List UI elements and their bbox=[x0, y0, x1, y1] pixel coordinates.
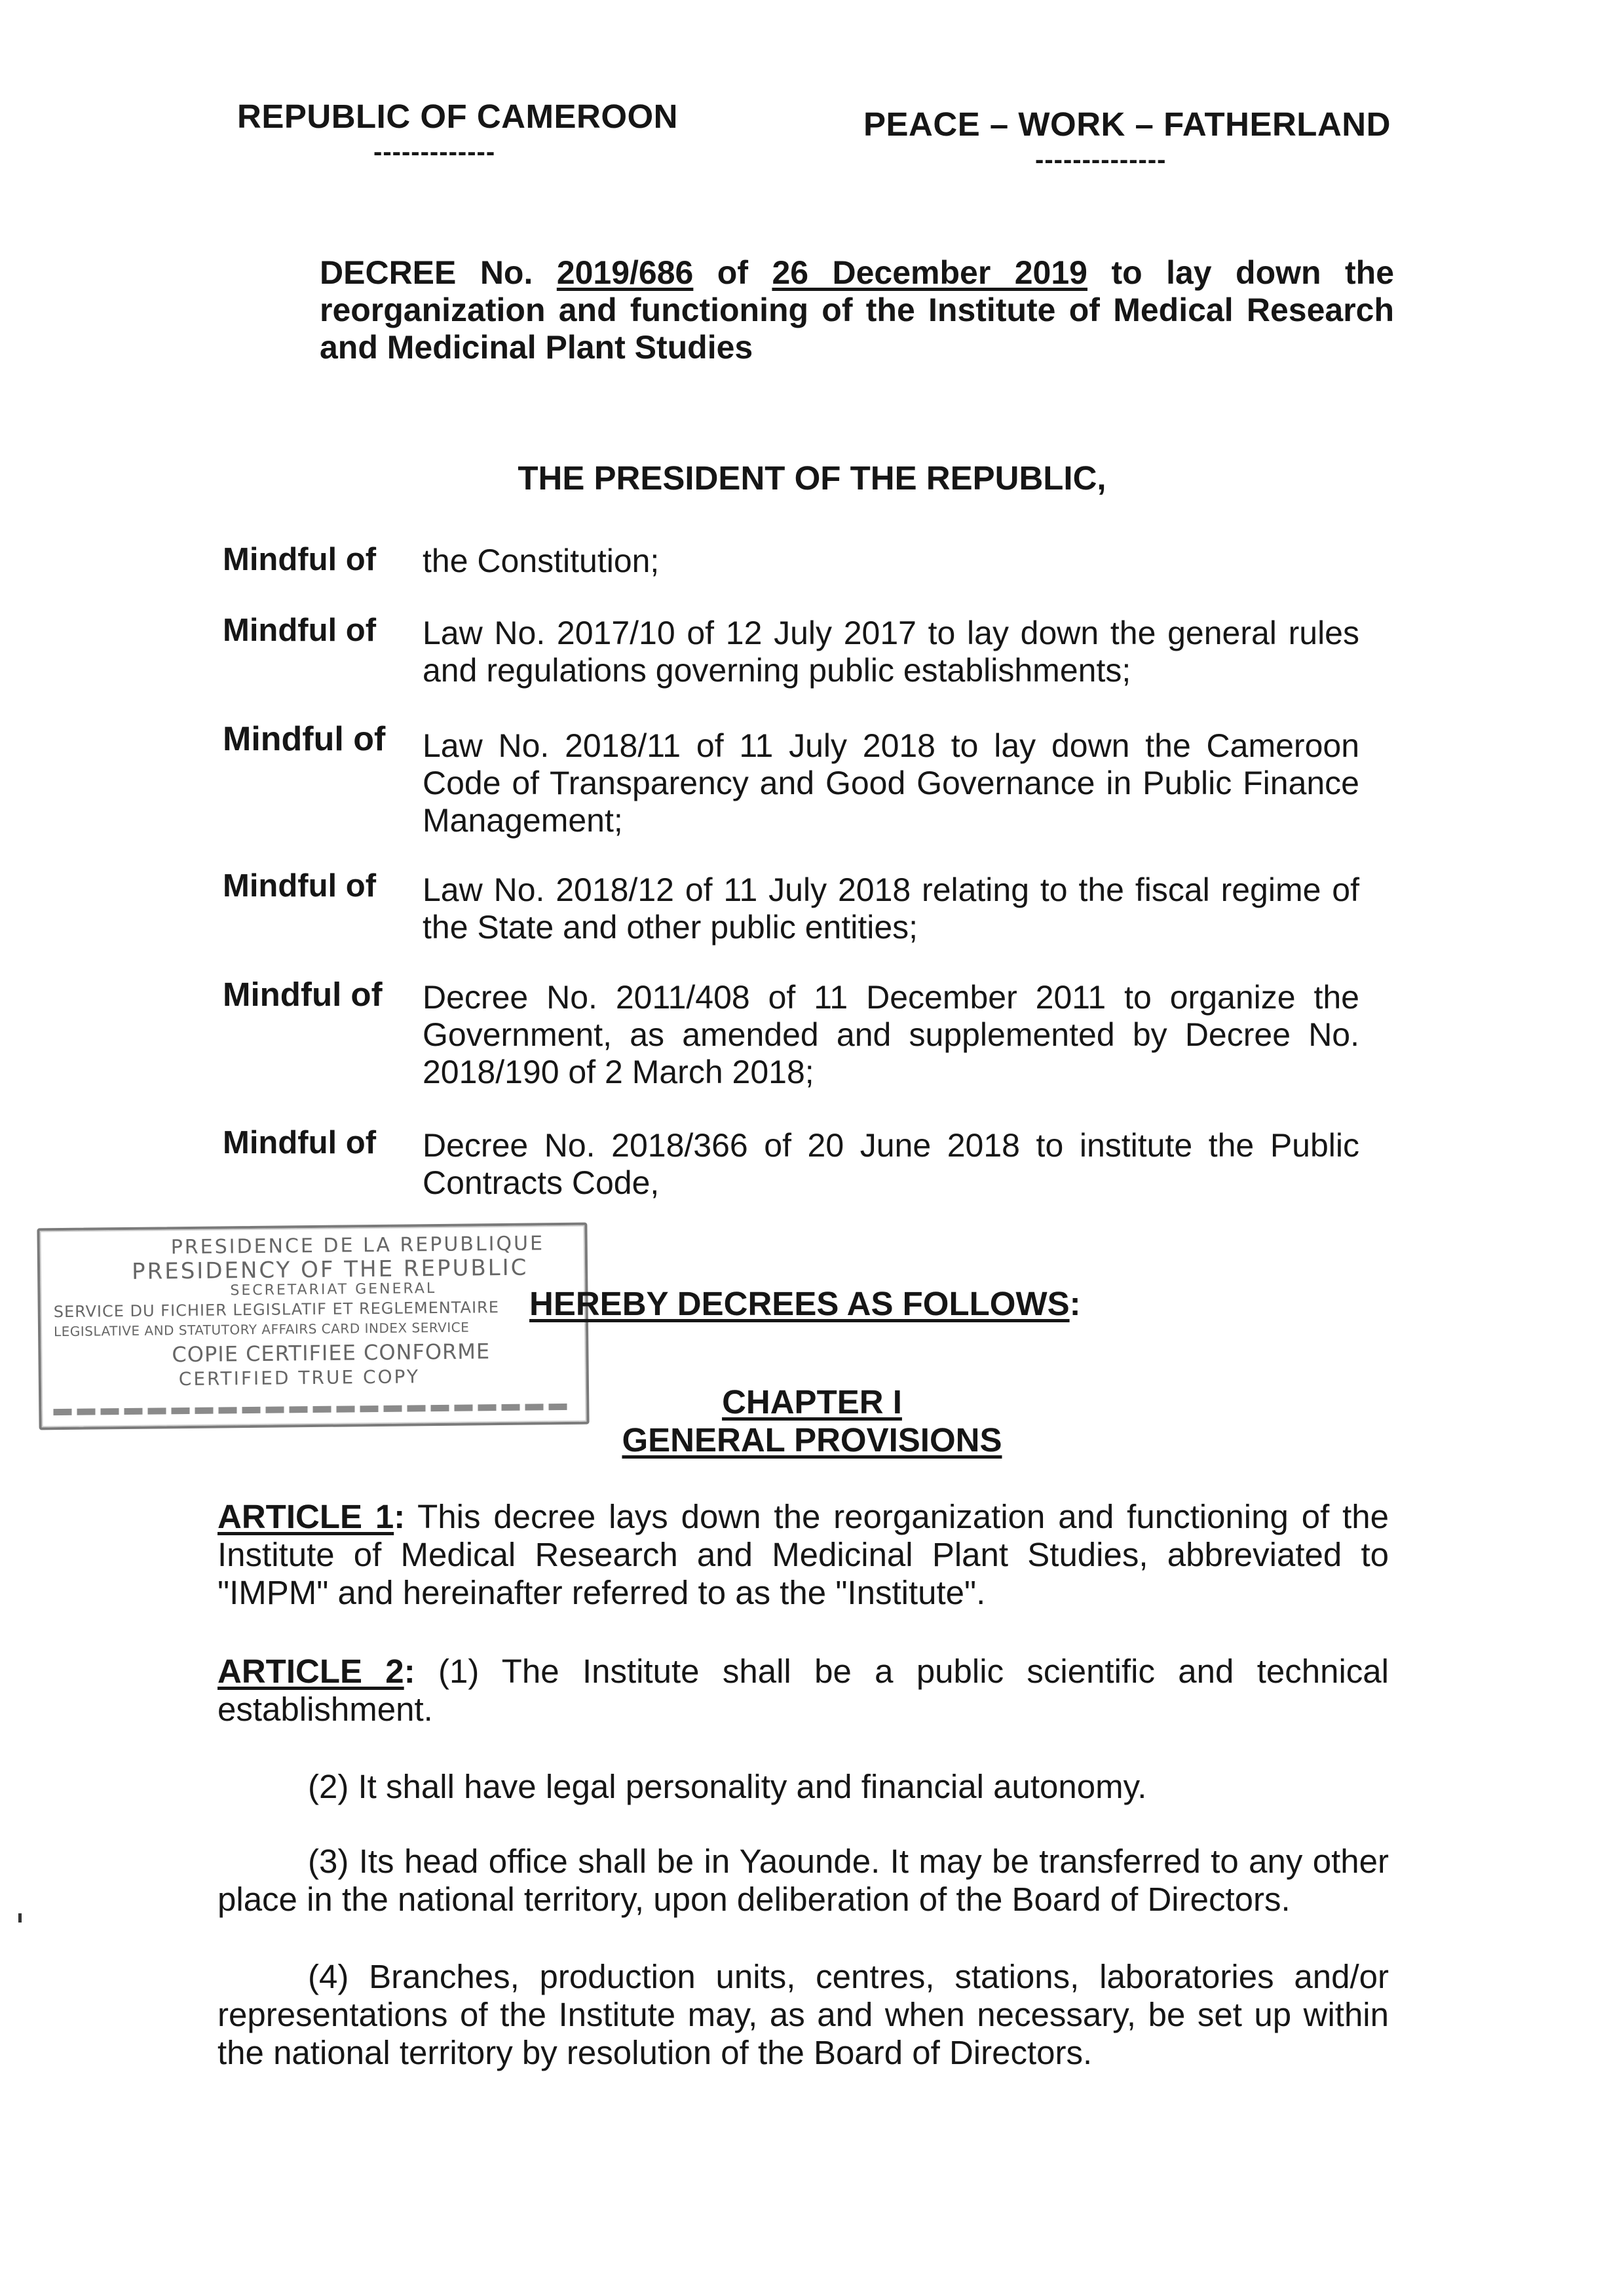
stamp-line: PRESIDENCY OF THE REPUBLIC bbox=[131, 1254, 529, 1285]
mindful-text: the Constitution; bbox=[423, 543, 660, 579]
decree-title-of: of bbox=[693, 254, 772, 291]
article-1-colon: : bbox=[394, 1498, 406, 1535]
mindful-text: Law No. 2017/10 of 12 July 2017 to lay down the general rules and regulations governing public establishments; bbox=[423, 615, 1359, 689]
decree-title bbox=[320, 254, 1394, 366]
article-1-label: ARTICLE 1 bbox=[217, 1498, 394, 1535]
stamp-line: PRESIDENCE DE LA REPUBLIQUE bbox=[170, 1232, 545, 1259]
chapter-number bbox=[0, 1383, 1624, 1421]
mindful-text: Law No. 2018/12 of 11 July 2018 relating to the fiscal regime of the State and other public entities; bbox=[423, 871, 1359, 946]
chapter-title bbox=[0, 1421, 1624, 1459]
article-2-colon: : bbox=[404, 1653, 415, 1690]
mindful-text: Law No. 2018/11 of 11 July 2018 to lay down the Cameroon Code of Transparency and Good Governance in Public Finance Management; bbox=[423, 727, 1359, 839]
decrees-heading-text: HEREBY DECREES AS FOLLOWS bbox=[529, 1285, 1070, 1322]
decree-number: 2019/686 bbox=[556, 254, 694, 291]
stamp-line: CERTIFIED TRUE COPY bbox=[178, 1366, 421, 1390]
article-2-label: ARTICLE 2 bbox=[217, 1653, 404, 1690]
president-heading: THE PRESIDENT OF THE REPUBLIC, bbox=[518, 459, 1106, 497]
chapter-title-text: GENERAL PROVISIONS bbox=[622, 1421, 1002, 1459]
mindful-text: Decree No. 2011/408 of 11 December 2011 to organize the Government, as amended and supplemented by Decree No. 2018/190 of 2 March 2018; bbox=[423, 979, 1359, 1090]
article-2-paragraph-2: (2) It shall have legal personality and financial autonomy. bbox=[308, 1768, 1147, 1805]
stamp-line: LEGISLATIVE AND STATUTORY AFFAIRS CARD INDEX SERVICE bbox=[53, 1319, 470, 1340]
mindful-text: Decree No. 2018/366 of 20 June 2018 to institute the Public Contracts Code, bbox=[423, 1127, 1359, 1201]
decree-title-prefix: DECREE No. bbox=[320, 254, 557, 291]
stamp-line: SECRETARIAT GENERAL bbox=[230, 1280, 437, 1299]
chapter-number-text: CHAPTER I bbox=[722, 1383, 902, 1421]
mindful-label: Mindful of bbox=[223, 613, 377, 648]
article-2-text: (1) The Institute shall be a public scientific and technical establishment. bbox=[217, 1653, 1389, 1728]
decree-date: 26 December 2019 bbox=[772, 254, 1087, 291]
article-1 bbox=[217, 1498, 1389, 1612]
decrees-heading-colon: : bbox=[1069, 1285, 1081, 1322]
mindful-label: Mindful of bbox=[223, 542, 377, 577]
mindful-label: Mindful of bbox=[223, 868, 377, 904]
article-2-paragraph-4: (4) Branches, production units, centres, stations, laboratories and/or representations of the Institute may, as and when necessary, be set up within the national territory by resolution of the Board of Directors. bbox=[217, 1958, 1389, 2071]
mindful-label: Mindful of bbox=[223, 976, 383, 1013]
decrees-heading bbox=[529, 1284, 1081, 1323]
mindful-label: Mindful of bbox=[223, 1125, 377, 1160]
header-left-title: REPUBLIC OF CAMEROON bbox=[237, 98, 678, 135]
header-left-dashes: ------------- bbox=[373, 138, 496, 166]
header-right-title: PEACE – WORK – FATHERLAND bbox=[863, 105, 1391, 143]
mindful-label: Mindful of bbox=[223, 720, 386, 758]
article-2 bbox=[217, 1653, 1389, 1729]
article-1-text: This decree lays down the reorganization and functioning of the Institute of Medical Research and Medicinal Plant Studies, abbreviated to "IMPM" and hereinafter referred to as the "Institute". bbox=[217, 1498, 1389, 1611]
article-2-paragraph-3: (3) Its head office shall be in Yaounde. It may be transferred to any other place in the national territory, upon deliberation of the Board of Directors. bbox=[217, 1843, 1389, 1918]
stamp-line: COPIE CERTIFIEE CONFORME bbox=[172, 1339, 491, 1368]
decree-title-rest: to lay down the reorganization and functioning of the Institute of Medical Research and Medicinal Plant Studies bbox=[320, 254, 1394, 366]
header-right-dashes: -------------- bbox=[1035, 145, 1167, 174]
stamp-line: SERVICE DU FICHIER LEGISLATIF ET REGLEMENTAIRE bbox=[53, 1298, 500, 1322]
scan-speck bbox=[18, 1913, 22, 1923]
